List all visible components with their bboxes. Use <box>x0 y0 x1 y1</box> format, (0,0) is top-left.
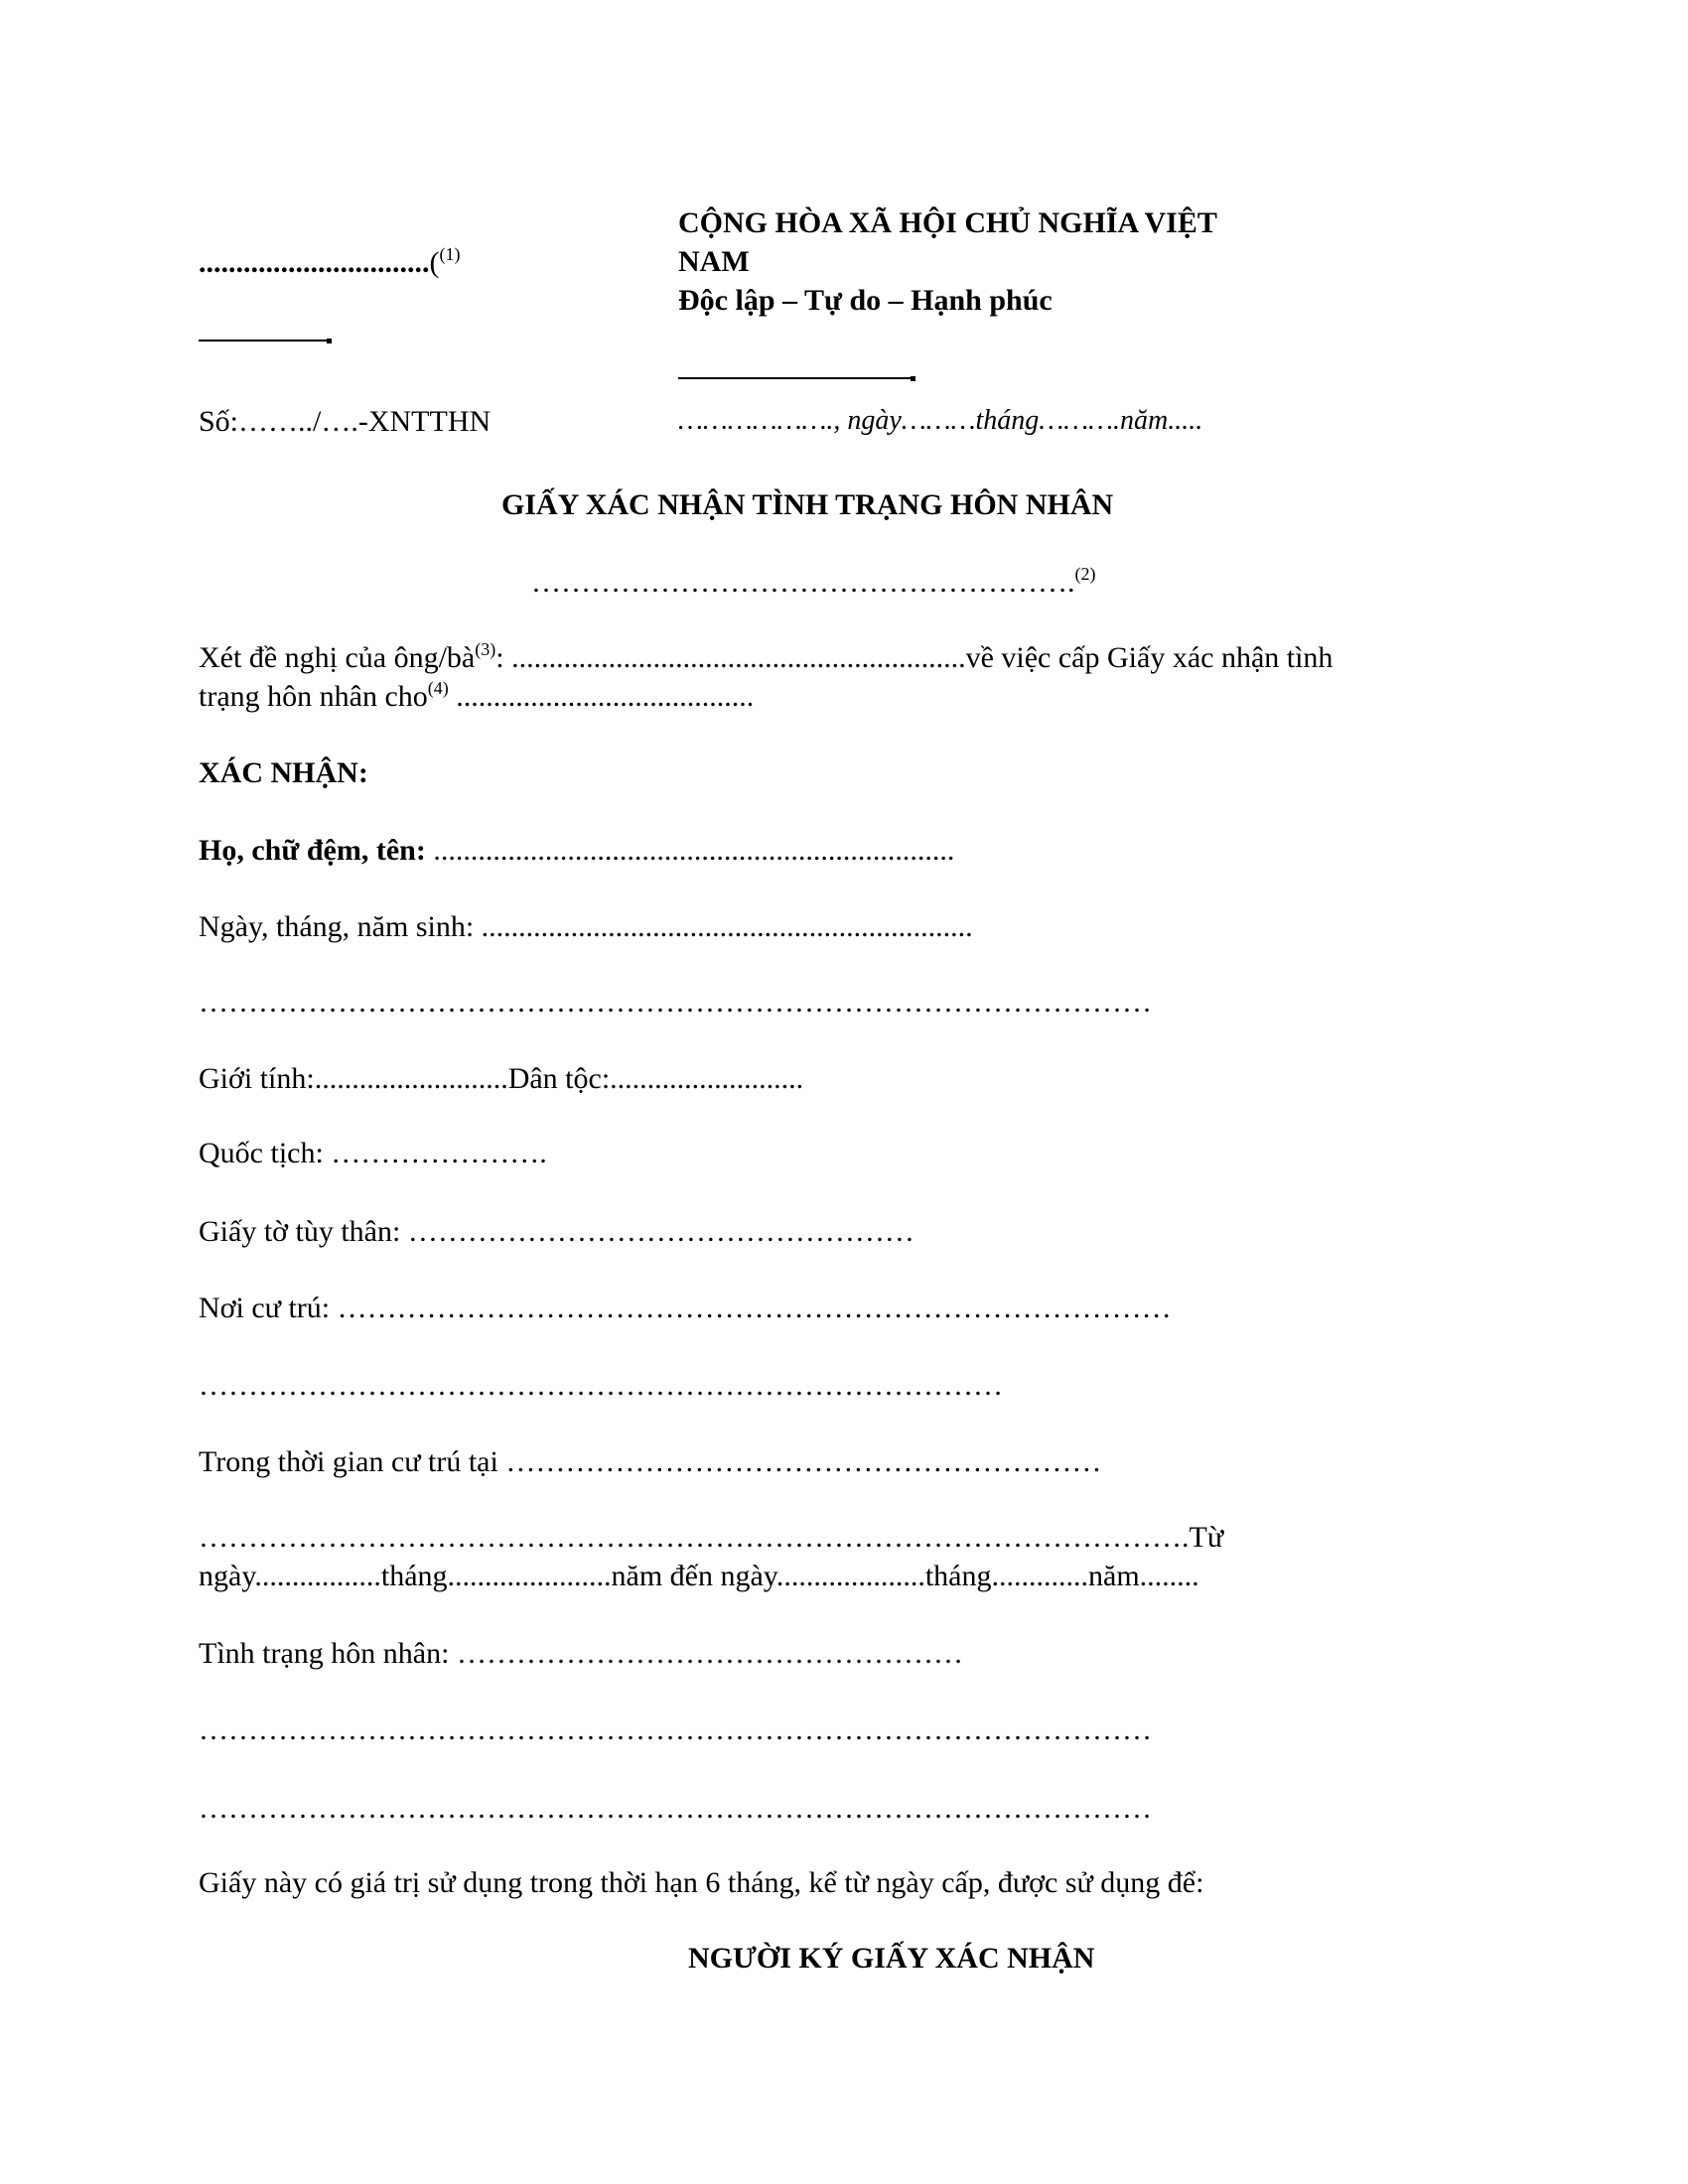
month-dots: ………. <box>1039 405 1121 436</box>
issuing-authority-placeholder: ...............................($^{(1)}$ <box>199 244 461 279</box>
field-marital-dots-1: …………………………………………………………………………………… <box>199 1713 1152 1746</box>
divider-right <box>678 377 912 379</box>
issuer-dots: ………………………………………………. <box>531 566 1075 599</box>
date-year: năm <box>1120 405 1169 436</box>
field-marital-status: Tình trạng hôn nhân: …………………………………………… <box>199 1637 963 1670</box>
name-label: Họ, chữ đệm, tên: <box>199 834 426 867</box>
nation-title-line2: NAM <box>678 245 750 278</box>
signer-heading: NGƯỜI KÝ GIẤY XÁC NHẬN <box>688 1942 1095 1975</box>
note-4: (4) <box>427 678 449 698</box>
document-number: Số:……../….-XNTTHN <box>199 405 492 438</box>
date-month: tháng <box>975 405 1040 436</box>
issuer-placeholder <box>531 564 1096 599</box>
field-dob-dots: …………………………………………………………………………………… <box>199 986 1152 1019</box>
field-residence-dots: ……………………………………………………………………… <box>199 1369 1003 1402</box>
field-name <box>199 836 954 866</box>
intro-line1 <box>199 639 1334 674</box>
place-date <box>678 407 1202 435</box>
motto: Độc lập – Tự do – Hạnh phúc <box>678 284 1053 317</box>
intro-text-3: trạng hôn nhân cho <box>199 680 428 713</box>
org-dots: ............................... <box>199 246 430 279</box>
field-period-place: Trong thời gian cư trú tại …………………………………………………… <box>199 1445 1102 1478</box>
day-dots: ……… <box>901 405 976 436</box>
field-nationality: Quốc tịch: …………………. <box>199 1137 547 1169</box>
field-gender-ethnic: Giới tính:..........................Dân tộc:.......................... <box>199 1062 804 1095</box>
confirm-heading: XÁC NHẬN: <box>199 756 368 789</box>
note-3: (3) <box>475 639 496 659</box>
validity-statement: Giấy này có giá trị sử dụng trong thời hạn 6 tháng, kể từ ngày cấp, được sử dụng để: <box>199 1866 1204 1899</box>
nation-title-line1: CỘNG HÒA XÃ HỘI CHỦ NGHĨA VIỆT <box>678 206 1217 239</box>
document-title: GIẤY XÁC NHẬN TÌNH TRẠNG HÔN NHÂN <box>501 488 1114 521</box>
field-dob: Ngày, tháng, năm sinh: .................................................................. <box>199 910 973 943</box>
intro-text: Xét đề nghị của ông/bà <box>199 641 476 674</box>
name-dots: ...................................................................... <box>425 834 955 867</box>
year-dots: ..... <box>1168 405 1203 436</box>
field-marital-dots-2: …………………………………………………………………………………… <box>199 1792 1152 1825</box>
field-period-dots: ……………………………………………………………………………………….Từ <box>199 1521 1224 1554</box>
note-1: (1) <box>439 244 461 264</box>
divider-left <box>199 340 328 341</box>
intro-text-2: : .............................................................về việc cấp Giấy xác nhận tình <box>495 641 1334 674</box>
field-id-document: Giấy tờ tùy thân: …………………………………………… <box>199 1215 914 1248</box>
field-residence: Nơi cư trú: ………………………………………………………………………… <box>199 1292 1172 1324</box>
intro-line2 <box>199 678 755 713</box>
note-2: (2) <box>1074 564 1096 584</box>
intro-dots: ........................................ <box>448 680 755 713</box>
date-place: ………………., <box>678 405 841 436</box>
field-period-dates: ngày.................tháng......................năm đến ngày....................tháng.............năm........ <box>199 1560 1199 1592</box>
date-day: ngày <box>847 405 902 436</box>
